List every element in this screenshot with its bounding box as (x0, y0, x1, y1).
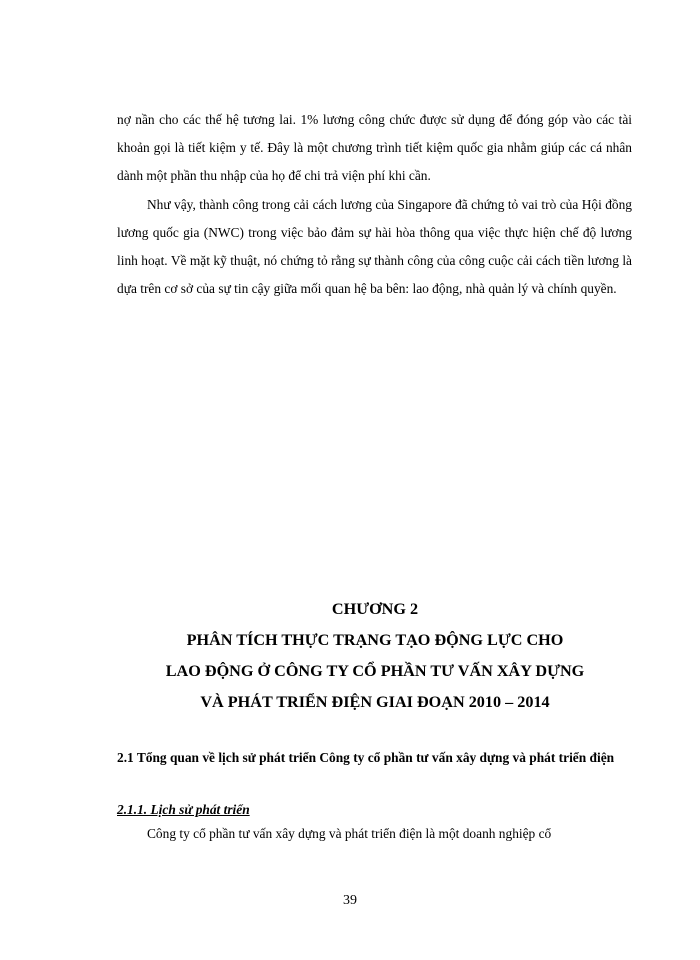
chapter-title-line: PHÂN TÍCH THỰC TRẠNG TẠO ĐỘNG LỰC CHO (186, 631, 564, 649)
page-number: 39 (343, 893, 357, 908)
paragraph-company-intro: Công ty cổ phần tư vấn xây dựng và phát triển điện là một doanh nghiệp cổ (147, 826, 552, 841)
paragraph-singapore-conclusion: Như vậy, thành công trong cải cách lương của Singapore đã chứng tỏ vai trò của Hội đồng lương quốc gia (NWC) trong việc bảo đảm sự hài hòa thông qua việc thực hiện chế độ lương linh hoạt. Về mặt kỹ thuật, nó chứng tỏ rằng sự thành công của công cuộc cải cách tiền lương là dựa trên cơ sở của sự tin cậy giữa mối quan hệ ba bên: lao động, nhà quản lý và chính quyền. (117, 196, 632, 297)
subsection-heading: 2.1.1. Lịch sử phát triển (117, 802, 250, 817)
body-text-block (117, 106, 632, 303)
chapter-title-line: LAO ĐỘNG Ở CÔNG TY CỔ PHẦN TƯ VẤN XÂY DỰNG (165, 662, 585, 680)
chapter-number: CHƯƠNG 2 (331, 600, 419, 618)
section-body-text (117, 820, 632, 848)
paragraph-continuation: nợ nần cho các thế hệ tương lai. 1% lương công chức được sử dụng để đóng góp vào các tài khoản gọi là tiết kiệm y tế. Đây là một chương trình tiết kiệm quốc gia nhằm giúp các cá nhân dành một phần thu nhập của họ để chi trả viện phí khi cần. (117, 112, 632, 184)
chapter-title (100, 625, 650, 718)
chapter-title-line: VÀ PHÁT TRIỂN ĐIỆN GIAI ĐOẠN 2010 – 2014 (200, 693, 550, 711)
section-heading: 2.1 Tổng quan về lịch sử phát triển Công ty cổ phần tư vấn xây dựng và phát triển điện (117, 750, 615, 765)
